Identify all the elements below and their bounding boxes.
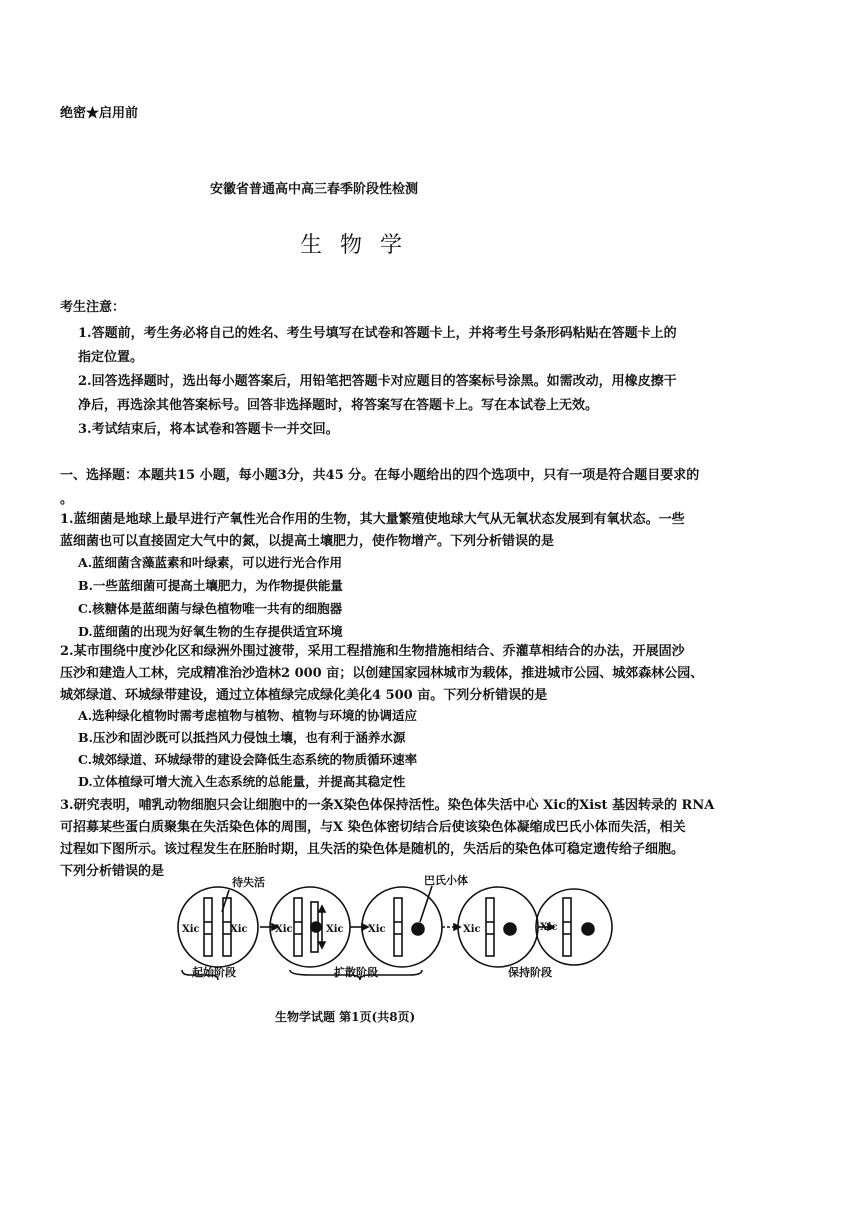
question-1-stem: 蓝细菌也可以直接固定大气中的氮，以提高土壤肥力，使作物增产。下列分析错误的是 bbox=[60, 534, 555, 549]
label-xic: Xic bbox=[368, 924, 386, 935]
label-xic: Xic bbox=[326, 924, 344, 935]
question-3-stem: 下列分析错误的是 bbox=[60, 864, 165, 879]
question-1-option-b: B.一些蓝细菌可提高土壤肥力，为作物提供能量 bbox=[78, 578, 343, 593]
notice-line: 1.答题前，考生务必将自己的姓名、考生号填写在试卷和答题卡上，并将考生号条形码粘贴在答题卡上的 bbox=[78, 326, 677, 341]
question-1-option-d: D.蓝细菌的出现为好氧生物的生存提供适宜环境 bbox=[78, 624, 343, 639]
page-footer: 生物学试题 第1页(共8页) bbox=[275, 1010, 416, 1024]
question-2-option-c: C.城郊绿道、环城绿带的建设会降低生态系统的物质循环速率 bbox=[78, 752, 418, 767]
notice-line: 3.考试结束后，将本试卷和答题卡一并交回。 bbox=[78, 422, 339, 437]
question-3-stem: 可招募某些蛋白质聚集在失活染色体的周围，与X 染色体密切结合后使该染色体凝缩成巴氏小体而失活，相关 bbox=[60, 820, 686, 835]
label-stage-maintain: 保持阶段 bbox=[508, 966, 552, 979]
notice-line: 净后，再选涂其他答案标号。回答非选择题时，将答案写在答题卡上。写在本试卷上无效。 bbox=[78, 398, 599, 413]
question-1-option-c: C.核糖体是蓝细菌与绿色植物唯一共有的细胞器 bbox=[78, 601, 343, 616]
x-inactivation-diagram bbox=[170, 872, 620, 982]
subject-title: 生物学 bbox=[300, 233, 421, 258]
label-xic: Xic bbox=[182, 924, 200, 935]
question-2-stem: 压沙和建造人工林，完成精准治沙造林2 000 亩；以创建国家园林城市为载体，推进城市公园、城郊森林公园、 bbox=[60, 666, 704, 681]
label-xic: Xic bbox=[540, 922, 558, 933]
question-3-stem: 3.研究表明，哺乳动物细胞只会让细胞中的一条X染色体保持活性。染色体失活中心 Xic的Xist 基因转录的 RNA bbox=[60, 798, 715, 813]
notice-heading: 考生注意： bbox=[60, 300, 126, 315]
label-barr-body: 巴氏小体 bbox=[424, 874, 468, 887]
label-xic: Xic bbox=[230, 924, 248, 935]
label-stage-start: 起始阶段 bbox=[192, 966, 236, 979]
question-2-stem: 城郊绿道、环城绿带建设，通过立体植绿完成绿化美化4 500 亩。下列分析错误的是 bbox=[60, 688, 548, 703]
notice-line: 指定位置。 bbox=[78, 350, 144, 365]
question-2-option-b: B.压沙和固沙既可以抵挡风力侵蚀土壤，也有利于涵养水源 bbox=[78, 730, 406, 745]
question-2-option-a: A.选种绿化植物时需考虑植物与植物、植物与环境的协调适应 bbox=[78, 708, 418, 723]
label-pending: 待失活 bbox=[232, 876, 265, 889]
question-3-stem: 过程如下图所示。该过程发生在胚胎时期，且失活的染色体是随机的，失活后的染色体可稳定遗传给子细胞。 bbox=[60, 842, 685, 857]
section-heading: 一、选择题：本题共15 小题，每小题3分，共45 分。在每小题给出的四个选项中，只有一项是符合题目要求的 bbox=[60, 468, 700, 483]
confidential-mark: 绝密★启用前 bbox=[60, 106, 139, 121]
label-xic: Xic bbox=[463, 924, 481, 935]
question-1-stem: 1.蓝细菌是地球上最早进行产氧性光合作用的生物，其大量繁殖使地球大气从无氧状态发展到有氧状态。一些 bbox=[60, 512, 685, 527]
section-heading-continued: 。 bbox=[60, 492, 74, 507]
question-2-option-d: D.立体植绿可增大流入生态系统的总能量，并提高其稳定性 bbox=[78, 774, 406, 789]
barr-body bbox=[412, 923, 424, 935]
question-2-stem: 2.某市围绕中度沙化区和绿洲外围过渡带，采用工程措施和生物措施相结合、乔灌草相结合的办法，开展固沙 bbox=[60, 644, 685, 659]
notice-line: 2.回答选择题时，选出每小题答案后，用铅笔把答题卡对应题目的答案标号涂黑。如需改动，用橡皮擦干 bbox=[78, 374, 677, 389]
label-xic: Xic bbox=[275, 924, 293, 935]
label-stage-spread: 扩散阶段 bbox=[334, 966, 378, 979]
question-1-option-a: A.蓝细菌含藻蓝素和叶绿素，可以进行光合作用 bbox=[78, 555, 343, 570]
exam-title: 安徽省普通高中高三春季阶段性检测 bbox=[210, 182, 419, 197]
